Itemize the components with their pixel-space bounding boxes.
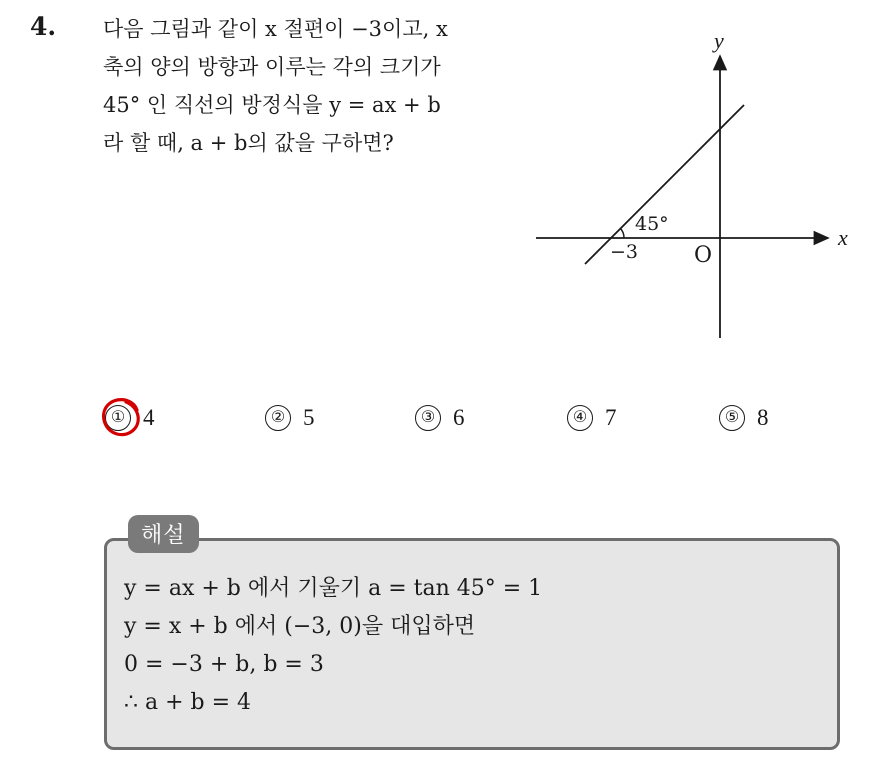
choice-5[interactable]: [719, 398, 769, 438]
x-axis-label: x: [838, 225, 848, 250]
question-line: 라 할 때, a + b의 값을 구하면?: [103, 131, 394, 155]
solution-tag: 해설: [128, 515, 199, 553]
solution-line: y = ax + b 에서 기울기 a = tan 45° = 1: [124, 576, 543, 601]
intercept-label: −3: [610, 241, 639, 263]
choice-value: 4: [143, 405, 155, 430]
question-number: 4.: [30, 12, 57, 41]
choice-2[interactable]: [265, 398, 315, 438]
answer-choices: [105, 398, 825, 438]
choice-value: 6: [453, 405, 465, 430]
solution-text: [124, 570, 542, 722]
angle-arc: [620, 228, 624, 238]
line-graph: [528, 26, 858, 346]
choice-value: 5: [303, 405, 315, 430]
choice-marker: ③: [415, 405, 441, 431]
choice-marker: ④: [567, 405, 593, 431]
question-line: 45° 인 직선의 방정식을 y = ax + b: [103, 93, 441, 117]
choice-3[interactable]: [415, 398, 465, 438]
solution-line: y = x + b 에서 (−3, 0)을 대입하면: [124, 614, 476, 639]
choice-marker: ①: [105, 405, 131, 431]
y-axis-label: y: [714, 28, 724, 53]
choice-marker: ②: [265, 405, 291, 431]
question-text: [103, 10, 513, 162]
choice-1[interactable]: [105, 398, 155, 438]
choice-value: 7: [605, 405, 617, 430]
origin-label: O: [694, 243, 713, 268]
choice-marker: ⑤: [719, 405, 745, 431]
solution-line: ∴ a + b = 4: [124, 690, 252, 715]
choice-value: 8: [757, 405, 769, 430]
question-line: 축의 양의 방향과 이루는 각의 크기가: [103, 55, 441, 79]
choice-4[interactable]: [567, 398, 617, 438]
solution-line: 0 = −3 + b, b = 3: [124, 652, 324, 677]
question-line: 다음 그림과 같이 x 절편이 −3이고, x: [103, 17, 448, 41]
angle-label: 45°: [635, 213, 669, 235]
